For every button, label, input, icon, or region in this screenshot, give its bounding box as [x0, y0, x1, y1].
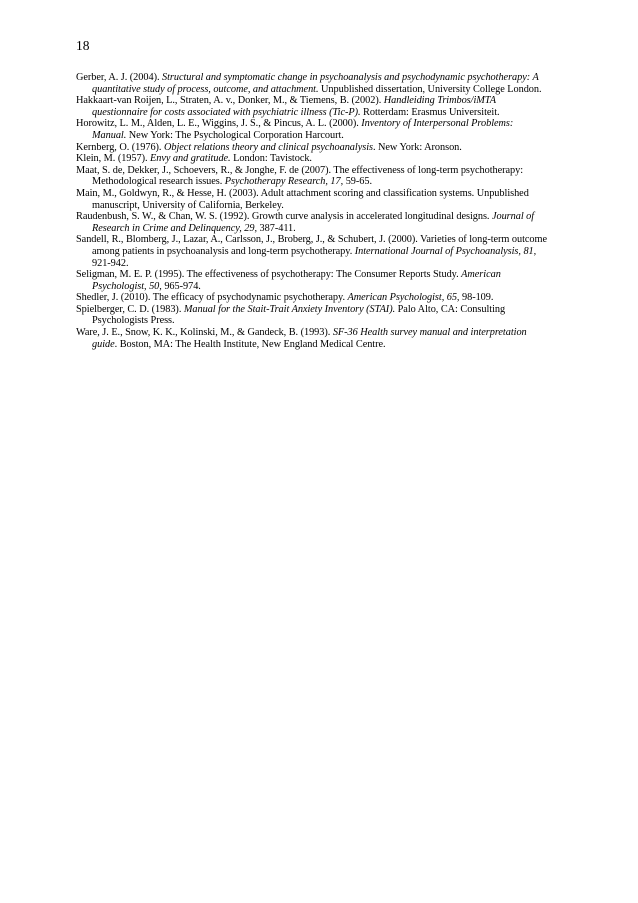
reference-details: 98-109. [459, 292, 494, 304]
reference-details: 921-942. [92, 257, 129, 269]
reference-text: Hakkaart-van Roijen, L., Straten, A. v., Donker, M., & Tiemens, B. (2002). [76, 95, 384, 107]
reference-details: 965-974. [161, 280, 201, 292]
reference-entry [76, 234, 548, 269]
reference-text: Main, M., Goldwyn, R., & Hesse, H. (2003). Adult attachment scoring and classification systems. Unpublished manuscript, University of California, Berkeley. [76, 187, 529, 211]
reference-text: Shedler, J. (2010). The efficacy of psychodynamic psychotherapy. [76, 292, 348, 304]
reference-title: Handleiding Trimbos/iMTA questionnaire for costs associated with psychiatric illness (Tic-P). [92, 95, 496, 118]
reference-text: Sandell, R., Blomberg, J., Lazar, A., Carlsson, J., Broberg, J., & Schubert, J. (2000). Varieties of long-term outcome among patients in psychoanalysis and long-term psychotherapy. [76, 234, 547, 257]
reference-text: Raudenbush, S. W., & Chan, W. S. (1992). Growth curve analysis in accelerated longitudinal designs. [76, 211, 492, 223]
reference-entry [76, 269, 548, 292]
reference-details: London: Tavistock. [230, 153, 312, 165]
reference-title: Envy and gratitude. [150, 153, 231, 165]
reference-title: International Journal of Psychoanalysis, 81, [354, 245, 537, 257]
reference-title: Manual for the Stait-Trait Anxiety Inventory (STAI). [183, 303, 396, 315]
reference-entry [76, 95, 548, 118]
reference-details: New York: The Psychological Corporation Harcourt. [126, 129, 344, 141]
reference-details: 387-411. [257, 222, 296, 234]
reference-entry [76, 118, 548, 141]
reference-text: Maat, S. de, Dekker, J., Schoevers, R., & Jonghe, F. de (2007). The effectiveness of long-term psychotherapy: Methodological research issues. [76, 164, 524, 188]
reference-title: Journal of Research in Crime and Delinquency, 29, [92, 211, 535, 234]
reference-entry [76, 327, 548, 350]
reference-entry [76, 292, 548, 304]
reference-details: . Boston, MA: The Health Institute, New England Medical Centre. [114, 338, 386, 350]
reference-details: 59-65. [343, 176, 372, 188]
reference-entry [76, 153, 548, 165]
reference-title: Object relations theory and clinical psychoanalysis [163, 141, 373, 153]
reference-text: Spielberger, C. D. (1983). [76, 303, 184, 315]
reference-text: Ware, J. E., Snow, K. K., Kolinski, M., & Gandeck, B. (1993). [76, 327, 333, 339]
reference-entry [76, 188, 548, 211]
reference-title: American Psychologist, 50, [92, 269, 501, 292]
reference-title: Psychotherapy Research, 17, [224, 176, 344, 188]
reference-text: Kernberg, O. (1976). [76, 141, 164, 153]
reference-title: Structural and symptomatic change in psychoanalysis and psychodynamic psychotherapy: A quantitative study of process, outcome, and attachment. [92, 72, 539, 95]
reference-entry [76, 142, 548, 154]
reference-details: Unpublished dissertation, University College London. [318, 83, 542, 95]
reference-list [76, 72, 548, 350]
reference-title: American Psychologist, 65, [347, 292, 460, 304]
reference-details: . New York: Aronson. [372, 141, 462, 153]
reference-text: Horowitz, L. M., Alden, L. E., Wiggins, J. S., & Pincus, A. L. (2000). [76, 118, 362, 130]
reference-entry [76, 165, 548, 188]
reference-details: Rotterdam: Erasmus Universiteit. [360, 106, 500, 118]
reference-entry [76, 72, 548, 95]
reference-title: Inventory of Interpersonal Problems: Manual. [92, 118, 514, 141]
reference-text: Gerber, A. J. (2004). [76, 72, 162, 83]
page-number: 18 [76, 38, 90, 53]
reference-text: Seligman, M. E. P. (1995). The effectiveness of psychotherapy: The Consumer Reports Study. [76, 269, 462, 281]
reference-title: SF-36 Health survey manual and interpretation guide [92, 327, 527, 350]
reference-text: Klein, M. (1957). [76, 153, 151, 165]
reference-entry [76, 304, 548, 327]
reference-entry [76, 211, 548, 234]
reference-details: Palo Alto, CA: Consulting Psychologists Press. [92, 303, 506, 327]
